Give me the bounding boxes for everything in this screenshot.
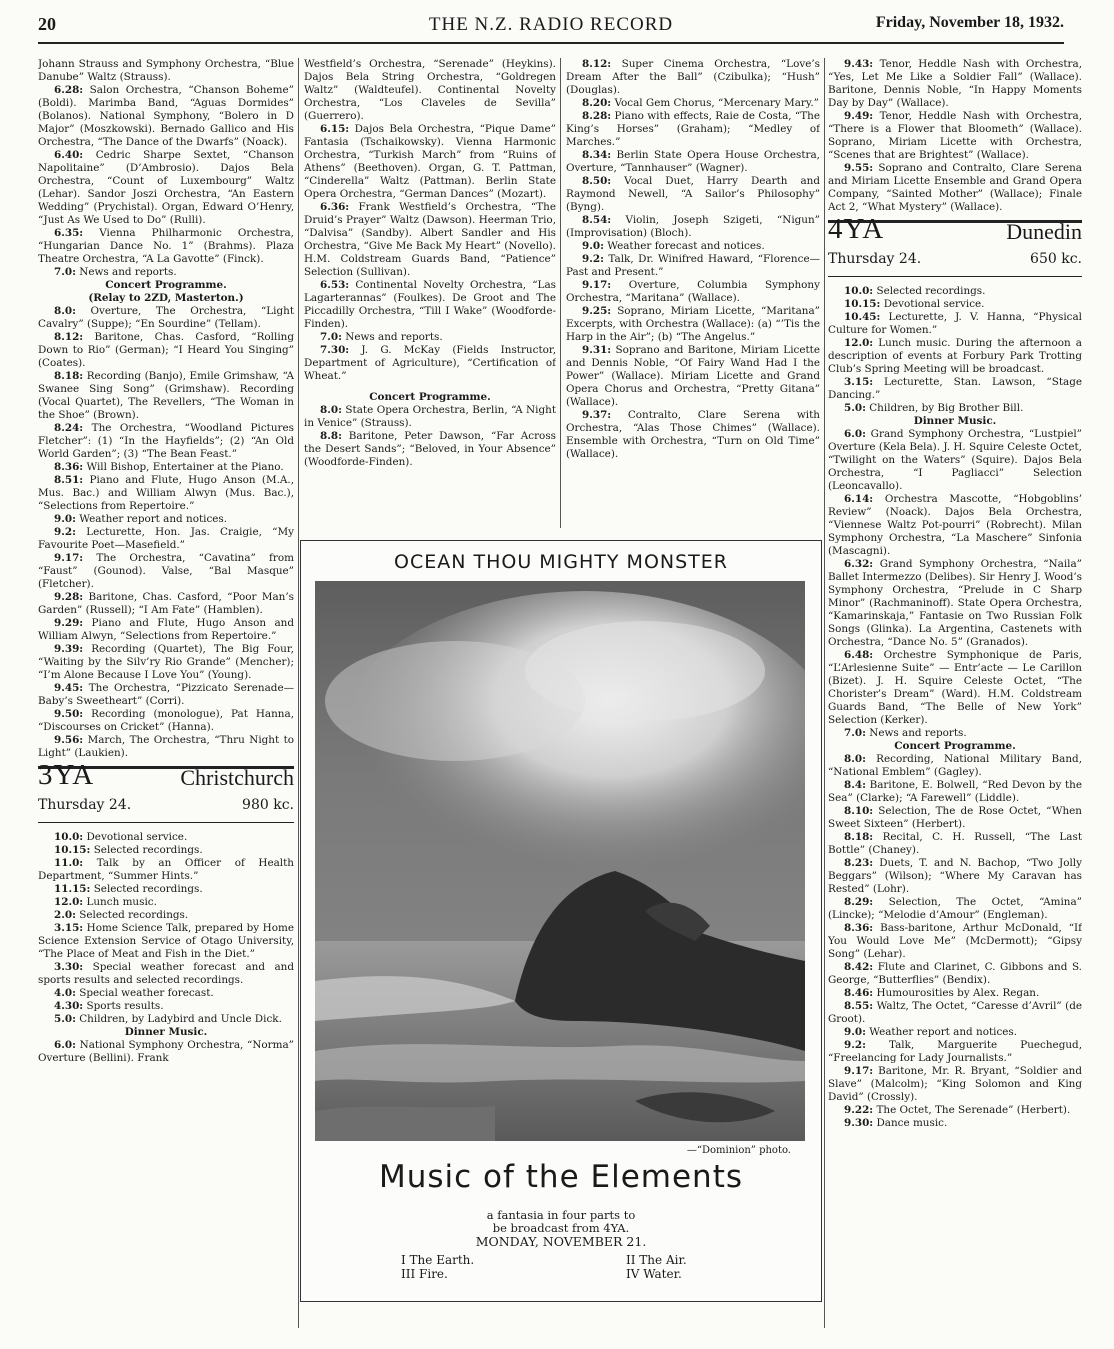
entry-time: 9.17:	[844, 1065, 874, 1077]
entry-text: Flute and Clarinet, C. Gibbons and S. George, “Butterflies” (Bendix).	[828, 961, 1082, 986]
entry-text: The Orchestra, “Cavatina” from “Faust” (Gounod). Valse, “Bal Masque” (Fletcher).	[38, 552, 294, 590]
column-1	[38, 58, 294, 1328]
entry-text: Talk, Marguerite Puechegud, “Freelancing for Lady Journalists.”	[828, 1039, 1082, 1064]
entry-time: 6.0:	[844, 428, 866, 440]
entry-time: 9.17:	[54, 552, 84, 564]
programme-entry	[304, 123, 556, 201]
entry-time: 8.36:	[54, 461, 84, 473]
entry-time: 9.50:	[54, 708, 84, 720]
entry-text: Piano and Flute, Hugo Anson (M.A., Mus. Bac.) and William Alwyn (Mus. Bac.), “Selections from Repertoire.”	[38, 474, 294, 512]
entry-time: 8.55:	[844, 1000, 874, 1012]
programme-entry	[38, 1013, 294, 1026]
entry-text: Devotional service.	[883, 298, 985, 310]
programme-entry	[38, 591, 294, 617]
feature-advertisement	[300, 540, 822, 1302]
entry-text: Westfield’s Orchestra, “Serenade” (Heykins). Dajos Bela String Orchestra, “Goldregen Waltz” (Waldteufel). Continental Novelty Orchestra, “Los Claveles de Sevilla” (Guerrero).	[304, 58, 556, 122]
programme-entry	[304, 58, 556, 123]
entry-text: Contralto, Clare Serena with Orchestra, “Alas Those Chimes” (Wallace). Ensemble with Orchestra, “Turn on Old Time” (Wallace).	[566, 409, 820, 460]
entry-text: Dance music.	[876, 1117, 948, 1129]
entry-time: 7.0:	[320, 331, 342, 343]
entry-time: 9.31:	[582, 344, 612, 356]
entry-time: 8.18:	[844, 831, 874, 843]
programme-entry	[828, 805, 1082, 831]
programme-entry	[828, 1104, 1082, 1117]
entry-time: 4.30:	[54, 1000, 84, 1012]
station-frequency: 980 kc.	[242, 797, 294, 813]
entry-text: Lecturette, Stan. Lawson, “Stage Dancing.”	[828, 376, 1082, 401]
programme-entry	[566, 240, 820, 253]
entry-time: 8.36:	[844, 922, 874, 934]
entry-time: 6.0:	[54, 1039, 76, 1051]
programme-entry	[38, 149, 294, 227]
entry-time: 6.53:	[320, 279, 350, 291]
entry-text: Lunch music. During the afternoon a description of events at Forbury Park Trotting Club’s Spring Meeting will be broadcast.	[828, 337, 1082, 375]
entry-text: Vienna Philharmonic Orchestra, “Hungarian Dance No. 1” (Brahms). Plaza Theatre Orchestra, “A La Gavotte” (Finck).	[38, 227, 294, 265]
programme-entry	[828, 727, 1082, 740]
entry-text: Grand Symphony Orchestra, “Naila” Ballet Intermezzo (Delibes). Sir Henry J. Wood’s Symphony Orchestra, “Prelude in C Sharp Minor” (Rachmaninoff). State Opera Orchestra, “Kamarinskaja,” Fantasie on Two Russian Folk Songs (Glinka). La Argentina, Castenets with Orchestra, “Dance No. 5” (Granados).	[828, 558, 1082, 648]
programme-entry	[828, 558, 1082, 649]
entry-time: 10.0:	[844, 285, 874, 297]
programme-entry	[304, 279, 556, 331]
listing-block	[38, 1039, 294, 1065]
entry-text: Dajos Bela Orchestra, “Pique Dame” Fantasia (Tschaikowsky). Vienna Harmonic Orchestra, “Turkish March” from “Ruins of Athens” (Beethoven). Organ, G. T. Pattman, “Cinderella” Waltz (Pattman). Berlin State Opera Orchestra, “German Dances” (Mozart).	[304, 123, 556, 200]
entry-text: Super Cinema Orchestra, “Love’s Dream After the Ball” (Czibulka); “Hush” (Douglas).	[566, 58, 820, 96]
programme-entry	[828, 896, 1082, 922]
entry-text: Overture, The Orchestra, “Light Cavalry” (Suppe); “En Sourdine” (Tellam).	[38, 305, 294, 330]
entry-text: News and reports.	[869, 727, 967, 739]
entry-time: 9.0:	[844, 1026, 866, 1038]
entry-text: Baritone, Chas. Casford, “Poor Man’s Garden” (Russell); “I Am Fate” (Hamblen).	[38, 591, 294, 616]
programme-entry	[38, 526, 294, 552]
entry-text: Lunch music.	[86, 896, 157, 908]
programme-entry	[566, 409, 820, 461]
programme-entry	[566, 214, 820, 240]
entry-time: 9.37:	[582, 409, 612, 421]
programme-entry	[38, 58, 294, 84]
entry-time: 7.0:	[844, 727, 866, 739]
entry-text: Lecturette, J. V. Hanna, “Physical Culture for Women.”	[828, 311, 1082, 336]
entry-time: 3.15:	[844, 376, 874, 388]
entry-text: Devotional service.	[86, 831, 188, 843]
listing-block	[828, 428, 1082, 740]
entry-time: 6.14:	[844, 493, 874, 505]
entry-text: Grand Symphony Orchestra, “Lustpiel” Overture (Kela Bela). J. H. Squire Celeste Octet, “Twilight on the Waters” (Squire). Dajos Bela Orchestra, “I Pagliacci” Selection (Leoncavallo).	[828, 428, 1082, 492]
entry-text: Selected recordings.	[79, 909, 189, 921]
station-city: Christchurch	[180, 765, 294, 790]
entry-time: 9.55:	[844, 162, 874, 174]
entry-text: Piano with effects, Raie de Costa, “The King’s Horses” (Graham); “Medley of Marches.”	[566, 110, 820, 148]
entry-time: 4.0:	[54, 987, 76, 999]
entry-time: 8.28:	[582, 110, 612, 122]
entry-time: 9.45:	[54, 682, 84, 694]
entry-time: 5.0:	[54, 1013, 76, 1025]
entry-text: Salon Orchestra, “Chanson Boheme” (Boldi). Marimba Band, “Aguas Dormides” (Bolanos). National Symphony, “Bolero in D Major” (Moszkowski). Bernado Gallico and His Orchestra, “The Dance of the Dwarfs” (Noack).	[38, 84, 294, 148]
programme-entry	[304, 331, 556, 344]
entry-time: 3.30:	[54, 961, 84, 973]
programme-entry	[828, 298, 1082, 311]
entry-time: 8.50:	[582, 175, 612, 187]
programme-entry	[566, 110, 820, 149]
column-2	[304, 58, 556, 528]
part-item: IV Water.	[626, 1267, 682, 1281]
programme-entry	[828, 58, 1082, 110]
header-rule	[38, 42, 1064, 44]
programme-entry	[828, 162, 1082, 214]
section-heading: Concert Programme.	[105, 279, 227, 291]
programme-entry	[828, 493, 1082, 558]
programme-entry	[38, 883, 294, 896]
page-number: 20	[38, 14, 56, 34]
entry-time: 8.0:	[320, 404, 342, 416]
entry-text: Berlin State Opera House Orchestra, Overture, “Tannhauser” (Wagner).	[566, 149, 820, 174]
publication-title: THE N.Z. RADIO RECORD	[428, 14, 674, 35]
programme-entry	[38, 513, 294, 526]
entry-time: 8.54:	[582, 214, 612, 226]
entry-time: 8.10:	[844, 805, 874, 817]
listing-block	[38, 831, 294, 1026]
entry-text: Overture, Columbia Symphony Orchestra, “Maritana” (Wallace).	[566, 279, 820, 304]
station-city: Dunedin	[1006, 219, 1082, 244]
entry-text: Recording (Banjo), Emile Grimshaw, “A Swanee Sing Song” (Grimshaw). Recording (Vocal Quartet), The Revellers, “The Woman in the Shoe” (Brown).	[38, 370, 294, 421]
station-day: Thursday 24.	[38, 797, 132, 813]
programme-entry	[304, 430, 556, 469]
entry-text: Orchestra Mascotte, “Hobgoblins’ Review” (Noack). Dajos Bela Orchestra, “Viennese Waltz Pot-pourri” (Robrecht). Milan Symphony Orchestra, “La Maschere” Sinfonia (Mascagni).	[828, 493, 1082, 557]
entry-text: Soprano, Miriam Licette, “Maritana” Excerpts, with Orchestra (Wallace): (a) “’Tis the Harp in the Air”; (b) “The Angelus.”	[566, 305, 820, 343]
entry-text: Continental Novelty Orchestra, “Las Lagarterannas” (Foulkes). De Groot and The Piccadilly Orchestra, “Till I Wake” (Woodforde-Finden).	[304, 279, 556, 330]
column-rule	[824, 58, 825, 1328]
entry-text: Talk, Dr. Winifred Haward, “Florence—Past and Present.”	[566, 253, 820, 278]
programme-entry	[38, 987, 294, 1000]
entry-time: 9.22:	[844, 1104, 874, 1116]
column-4	[828, 58, 1082, 1328]
entry-time: 9.25:	[582, 305, 612, 317]
programme-entry	[566, 253, 820, 279]
entry-time: 6.36:	[320, 201, 350, 213]
listing-block	[304, 404, 556, 469]
programme-entry	[828, 961, 1082, 987]
entry-text: News and reports.	[79, 266, 177, 278]
programme-entry	[828, 285, 1082, 298]
entry-time: 8.20:	[582, 97, 612, 109]
listing-block	[38, 305, 294, 760]
entry-text: March, The Orchestra, “Thru Night to Light” (Laukien).	[38, 734, 294, 759]
ad-broadcast-date: MONDAY, NOVEMBER 21.	[475, 1234, 647, 1249]
entry-time: 9.2:	[844, 1039, 866, 1051]
entry-time: 9.0:	[54, 513, 76, 525]
programme-entry	[828, 649, 1082, 727]
column-rule	[560, 58, 561, 528]
station-code: 3YA	[38, 759, 95, 791]
programme-entry	[38, 857, 294, 883]
programme-entry	[38, 552, 294, 591]
entry-text: Selection, The Octet, “Amina” (Lincke); “Melodie d’Amour” (Engleman).	[828, 896, 1082, 921]
entry-text: Duets, T. and N. Bachop, “Two Jolly Beggars” (Wilson); “Where My Caravan has Rested” (Lohr).	[828, 857, 1082, 895]
programme-entry	[828, 110, 1082, 162]
entry-text: Frank Westfield’s Orchestra, “The Druid’s Prayer” Waltz (Dawson). Heerman Trio, “Dalvisa” (Sandby). Albert Sandler and His Orchestra, “Give Me Back My Heart” (Novello). H.M. Coldstream Guards Band, “Patience” Selection (Sullivan).	[304, 201, 556, 278]
entry-text: Selection, The de Rose Octet, “When Sweet Sixteen” (Herbert).	[828, 805, 1082, 830]
entry-text: Bass-baritone, Arthur McDonald, “If You Would Love Me” (McDermott); “Gipsy Song” (Lehar).	[828, 922, 1082, 960]
programme-entry	[828, 1065, 1082, 1104]
entry-time: 8.46:	[844, 987, 874, 999]
entry-text: Vocal Gem Chorus, “Mercenary Mary.”	[614, 97, 819, 109]
part-item: I The Earth.	[401, 1253, 475, 1267]
programme-entry	[304, 201, 556, 279]
ad-subtitle-line: a fantasia in four parts to	[486, 1208, 636, 1222]
entry-text: Weather forecast and notices.	[607, 240, 765, 252]
entry-time: 8.0:	[844, 753, 866, 765]
part-item: II The Air.	[626, 1253, 687, 1267]
entry-time: 7.0:	[54, 266, 76, 278]
programme-entry	[38, 266, 294, 279]
programme-entry	[828, 311, 1082, 337]
entry-time: 7.30:	[320, 344, 350, 356]
programme-entry	[38, 896, 294, 909]
entry-time: 11.15:	[54, 883, 91, 895]
entry-time: 10.15:	[54, 844, 91, 856]
entry-text: Johann Strauss and Symphony Orchestra, “Blue Danube” Waltz (Strauss).	[38, 58, 294, 83]
entry-time: 9.2:	[582, 253, 604, 265]
ad-heading: OCEAN THOU MIGHTY MONSTER	[394, 551, 728, 573]
listing-block	[38, 58, 294, 279]
entry-time: 9.17:	[582, 279, 612, 291]
programme-entry	[38, 734, 294, 760]
entry-text: Baritone, Peter Dawson, “Far Across the Desert Sands”; “Beloved, in Your Absence” (Woodforde-Finden).	[304, 430, 556, 468]
programme-entry	[566, 97, 820, 110]
ad-subtitle	[301, 1209, 821, 1248]
listing-block	[566, 58, 820, 461]
entry-text: Orchestre Symphonique de Paris, “L’Arlesienne Suite” — Entr’acte — Le Carillon (Bizet). J. H. Squire Celeste Octet, “The Chorister’s Dream” (Ward). H.M. Coldstream Guards Band, “The Belle of New York” Selection (Kerker).	[828, 649, 1082, 726]
programme-entry	[828, 1026, 1082, 1039]
programme-entry	[828, 1117, 1082, 1130]
programme-entry	[566, 279, 820, 305]
entry-time: 6.48:	[844, 649, 874, 661]
programme-entry	[566, 305, 820, 344]
programme-entry	[38, 305, 294, 331]
entry-time: 11.0:	[54, 857, 84, 869]
entry-time: 12.0:	[844, 337, 874, 349]
entry-time: 2.0:	[54, 909, 76, 921]
programme-entry	[38, 331, 294, 370]
programme-entry	[38, 909, 294, 922]
entry-time: 3.15:	[54, 922, 84, 934]
station-header-4ya	[828, 213, 1082, 277]
ad-subtitle-line: be broadcast from 4YA.	[492, 1221, 630, 1235]
entry-text: Weather report and notices.	[79, 513, 228, 525]
entry-text: Selected recordings.	[93, 844, 203, 856]
section-heading: Concert Programme.	[894, 740, 1016, 752]
entry-time: 9.29:	[54, 617, 84, 629]
entry-time: 10.0:	[54, 831, 84, 843]
programme-entry	[828, 337, 1082, 376]
entry-text: Recital, C. H. Russell, “The Last Bottle” (Chaney).	[828, 831, 1082, 856]
entry-time: 8.4:	[844, 779, 866, 791]
programme-entry	[828, 753, 1082, 779]
programme-entry	[304, 344, 556, 383]
programme-entry	[828, 1039, 1082, 1065]
wave-photo-illustration	[315, 581, 805, 1141]
programme-entry	[38, 422, 294, 461]
station-day: Thursday 24.	[828, 251, 922, 267]
programme-entry	[38, 1039, 294, 1065]
page-header	[38, 14, 1064, 40]
entry-time: 9.39:	[54, 643, 84, 655]
entry-text: News and reports.	[345, 331, 443, 343]
listing-block	[828, 753, 1082, 1130]
section-heading: Dinner Music.	[913, 415, 997, 427]
entry-text: National Symphony Orchestra, “Norma” Overture (Bellini). Frank	[38, 1039, 294, 1064]
entry-time: 9.49:	[844, 110, 874, 122]
programme-entry	[38, 844, 294, 857]
programme-entry	[38, 961, 294, 987]
programme-entry	[566, 344, 820, 409]
entry-time: 9.30:	[844, 1117, 874, 1129]
station-frequency: 650 kc.	[1030, 251, 1082, 267]
entry-time: 8.12:	[54, 331, 84, 343]
issue-date: Friday, November 18, 1932.	[875, 14, 1064, 31]
station-code: 4YA	[828, 213, 885, 245]
entry-time: 10.45:	[844, 311, 881, 323]
programme-entry	[566, 58, 820, 97]
entry-text: Baritone, Mr. R. Bryant, “Soldier and Slave” (Malcolm); “King Solomon and King David” (Crossly).	[828, 1065, 1082, 1103]
programme-entry	[828, 402, 1082, 415]
entry-text: Cedric Sharpe Sextet, “Chanson Napolitaine” (D’Ambrosio). Dajos Bela Orchestra, “Count of Luxembourg” Waltz (Lehar). Sandor Joszi Orchestra, “An Eastern Wedding” (Prychistal). Organ, Edward O’Henry, “Just As We Used to Do” (Rulli).	[38, 149, 294, 226]
section-heading: Dinner Music.	[124, 1026, 208, 1038]
entry-time: 8.12:	[582, 58, 612, 70]
entry-time: 9.0:	[582, 240, 604, 252]
entry-time: 8.18:	[54, 370, 84, 382]
entry-text: Piano and Flute, Hugo Anson and William Alwyn, “Selections from Repertoire.”	[38, 617, 294, 642]
programme-entry	[828, 857, 1082, 896]
section-heading: Concert Programme.	[369, 391, 491, 403]
programme-entry	[828, 1000, 1082, 1026]
entry-time: 8.51:	[54, 474, 84, 486]
entry-text: Tenor, Heddle Nash with Orchestra, “There is a Flower that Bloometh” (Wallace). Soprano, Miriam Licette with Orchestra, “Scenes that are Brightest” (Wallace).	[828, 110, 1082, 161]
entry-time: 8.8:	[320, 430, 342, 442]
entry-text: The Octet, The Serenade” (Herbert).	[876, 1104, 1071, 1116]
entry-time: 6.32:	[844, 558, 874, 570]
ocean-wave-photo	[315, 581, 805, 1141]
programme-entry	[828, 779, 1082, 805]
ad-title: Music of the Elements	[378, 1159, 743, 1195]
programme-entry	[828, 376, 1082, 402]
entry-text: Selected recordings.	[876, 285, 986, 297]
programme-entry	[828, 428, 1082, 493]
programme-entry	[38, 461, 294, 474]
column-3	[566, 58, 820, 528]
entry-text: Sports results.	[86, 1000, 164, 1012]
entry-time: 8.29:	[844, 896, 874, 908]
entry-text: Recording (monologue), Pat Hanna, “Discourses on Cricket” (Hanna).	[38, 708, 294, 733]
entry-time: 6.35:	[54, 227, 84, 239]
entry-text: Baritone, Chas. Casford, “Rolling Down to Rio” (German); “I Heard You Singing” (Coates).	[38, 331, 294, 369]
programme-entry	[828, 987, 1082, 1000]
column-rule	[298, 58, 299, 1328]
entry-time: 8.34:	[582, 149, 612, 161]
entry-text: Recording (Quartet), The Big Four, “Waiting by the Silv’ry Rio Grande” (Mencher); “I’m Alone Because I Love You” (Young).	[38, 643, 294, 681]
entry-time: 12.0:	[54, 896, 84, 908]
entry-text: State Opera Orchestra, Berlin, “A Night in Venice” (Strauss).	[304, 404, 556, 429]
entry-text: J. G. McKay (Fields Instructor, Department of Agriculture), “Certification of Wheat.”	[304, 344, 556, 382]
entry-text: Tenor, Heddle Nash with Orchestra, “Yes, Let Me Like a Soldier Fall” (Wallace). Baritone, Dennis Noble, “In Happy Moments Day by Day” (Wallace).	[828, 58, 1082, 109]
programme-entry	[38, 227, 294, 266]
entry-time: 6.28:	[54, 84, 84, 96]
entry-time: 9.56:	[54, 734, 84, 746]
photo-credit: —“Dominion” photo.	[686, 1145, 791, 1156]
programme-entry	[38, 370, 294, 422]
entry-time: 8.24:	[54, 422, 84, 434]
entry-text: Home Science Talk, prepared by Home Science Extension Service of Otago University, “The Place of Meat and Fish in the Diet.”	[38, 922, 294, 960]
programme-entry	[38, 831, 294, 844]
programme-entry	[38, 617, 294, 643]
listing-block	[828, 285, 1082, 415]
entry-text: The Orchestra, “Woodland Pictures Fletcher”: (1) “In the Hayfields”; (2) “An Old World Garden”; (3) “The Bean Feast.”	[38, 422, 294, 460]
programme-entry	[566, 175, 820, 214]
entry-time: 9.43:	[844, 58, 874, 70]
programme-entry	[566, 149, 820, 175]
entry-time: 6.40:	[54, 149, 84, 161]
entry-time: 8.23:	[844, 857, 874, 869]
listing-block	[828, 58, 1082, 214]
entry-text: Soprano and Contralto, Clare Serena and Miriam Licette Ensemble and Grand Opera Company, “Sainted Mother” (Wallace); Finale Act 2, “What Mystery” (Wallace).	[828, 162, 1082, 213]
programme-entry	[38, 84, 294, 149]
entry-text: Selected recordings.	[93, 883, 203, 895]
entry-text: Violin, Joseph Szigeti, “Nigun” (Improvisation) (Bloch).	[566, 214, 820, 239]
entry-text: Humourosities by Alex. Regan.	[876, 987, 1040, 999]
programme-entry	[828, 922, 1082, 961]
entry-text: Baritone, E. Bolwell, “Red Devon by the Sea” (Clarke); “A Farewell” (Liddle).	[828, 779, 1082, 804]
programme-entry	[38, 708, 294, 734]
entry-time: 10.15:	[844, 298, 881, 310]
entry-text: Special weather forecast.	[79, 987, 214, 999]
entry-text: Children, by Big Brother Bill.	[869, 402, 1024, 414]
entry-time: 8.0:	[54, 305, 76, 317]
entry-text: The Orchestra, “Pizzicato Serenade—Baby’s Sweetheart” (Corri).	[38, 682, 294, 707]
entry-text: Lecturette, Hon. Jas. Craigie, “My Favourite Poet—Masefield.”	[38, 526, 294, 551]
entry-text: Soprano and Baritone, Miriam Licette and Dennis Noble, “Of Fairy Wand Had I the Power” (Wallace). Miriam Licette and Grand Opera Chorus and Orchestra, “Pretty Gitana” (Wallace).	[566, 344, 820, 408]
relay-note: (Relay to 2ZD, Masterton.)	[88, 292, 244, 304]
entry-time: 6.15:	[320, 123, 350, 135]
entry-text: Will Bishop, Entertainer at the Piano.	[86, 461, 284, 473]
entry-text: Special weather forecast and and sports results and selected recordings.	[38, 961, 294, 986]
entry-text: Vocal Duet, Harry Dearth and Raymond Newell, “A Sailor’s Philosophy” (Byng).	[566, 175, 820, 213]
programme-entry	[304, 404, 556, 430]
programme-entry	[828, 831, 1082, 857]
entry-time: 5.0:	[844, 402, 866, 414]
listing-block	[304, 58, 556, 383]
programme-entry	[38, 643, 294, 682]
programme-entry	[38, 474, 294, 513]
programme-entry	[38, 1000, 294, 1013]
entry-text: Waltz, The Octet, “Caresse d’Avril” (de Groot).	[828, 1000, 1082, 1025]
entry-text: Weather report and notices.	[869, 1026, 1018, 1038]
entry-text: Recording, National Military Band, “National Emblem” (Gagley).	[828, 753, 1082, 778]
programme-entry	[38, 922, 294, 961]
entry-text: Children, by Ladybird and Uncle Dick.	[79, 1013, 282, 1025]
entry-time: 9.2:	[54, 526, 76, 538]
entry-time: 8.42:	[844, 961, 874, 973]
programme-entry	[38, 682, 294, 708]
station-header-3ya	[38, 759, 294, 823]
part-item: III Fire.	[401, 1267, 448, 1281]
entry-time: 9.28:	[54, 591, 84, 603]
entry-text: Talk by an Officer of Health Department, “Summer Hints.”	[38, 857, 294, 882]
